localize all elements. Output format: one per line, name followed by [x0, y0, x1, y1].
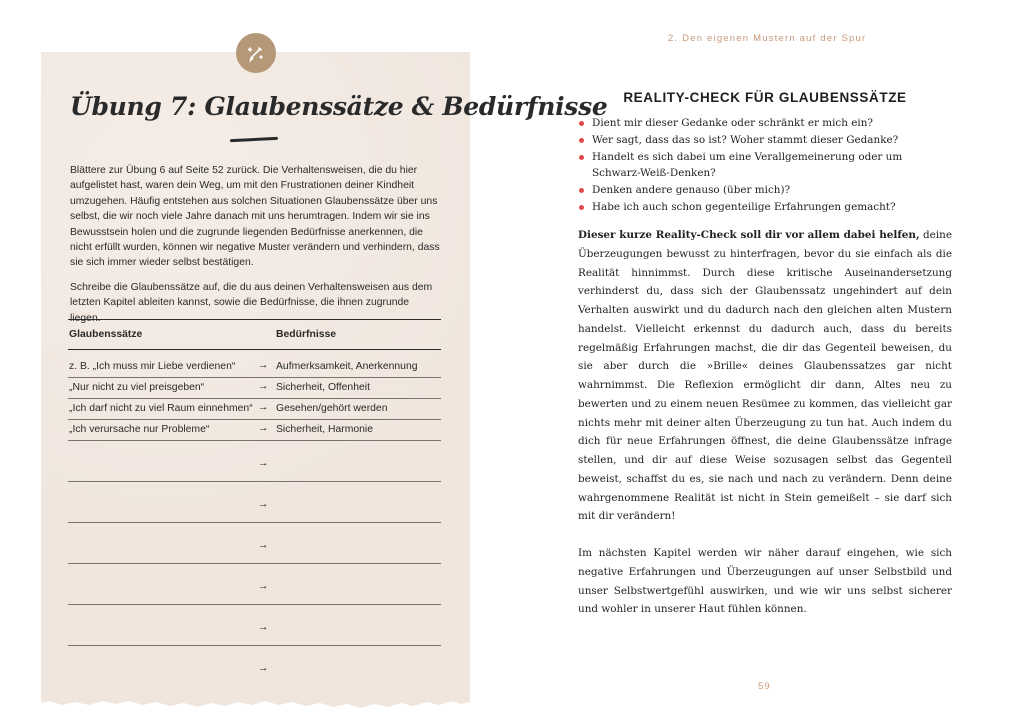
arrow-icon: →	[258, 423, 269, 434]
body-text	[578, 226, 952, 637]
intro-paragraph: Schreibe die Glaubenssätze auf, die du aus deinen Verhaltensweisen aus dem letzten Kapitel ableiten kannst, sowie die Bedürfnisse, die ihnen zugrunde liegen.	[70, 281, 433, 324]
exercise-intro	[70, 163, 442, 335]
list-item: Denken andere genauso (über mich)?	[578, 182, 952, 199]
arrow-icon: →	[258, 360, 269, 371]
arrow-icon: →	[258, 458, 269, 469]
belief-cell: „Ich verursache nur Probleme“	[69, 424, 210, 435]
belief-cell: „Nur nicht zu viel preisgeben“	[69, 382, 205, 393]
arrow-icon: →	[258, 499, 269, 510]
table-row-empty[interactable]	[68, 482, 441, 523]
reality-check-list	[578, 115, 952, 216]
table-row	[68, 357, 441, 378]
need-cell: Gesehen/gehört werden	[276, 403, 388, 414]
intro-paragraph: Blättere zur Übung 6 auf Seite 52 zurück. Die Verhaltensweisen, die du hier aufgelistet hast, waren dein Weg, um mit den Frustrationen deiner Kindheit umzugehen. Häufig entstehen aus solchen Situationen Glaubenssätze über uns selbst, die wir noch viele Jahre danach mit uns herumtragen. Indem wir sie ins Bewusstsein holen und die zugrunde liegenden Bedürfnisse anerkennen, die nicht erfüllt wurden, können wir negative Muster verändern und verhindern, dass sie sich immer wieder selbst bestätigen.	[70, 165, 440, 269]
arrow-icon: →	[258, 381, 269, 392]
belief-cell: „Ich darf nicht zu viel Raum einnehmen“	[69, 403, 253, 414]
section-title: REALITY-CHECK FÜR GLAUBENSSÄTZE	[623, 90, 907, 105]
exercise-title: Übung 7: Glaubenssätze & Bedürfnisse	[70, 92, 608, 121]
pencil-sparkle-icon	[236, 33, 276, 73]
arrow-icon: →	[258, 540, 269, 551]
table-row-empty[interactable]	[68, 564, 441, 605]
table-row-empty[interactable]	[68, 646, 441, 686]
table-row-empty[interactable]	[68, 441, 441, 482]
list-item: Habe ich auch schon gegenteilige Erfahrungen gemacht?	[578, 199, 952, 216]
list-item: Dient mir dieser Gedanke oder schränkt er mich ein?	[578, 115, 952, 132]
paragraph: Im nächsten Kapitel werden wir näher darauf eingehen, wie sich negative Erfahrungen und Überzeugungen auf unser Selbstbild und unser Selbstwertgefühl auswirken, und wie wir uns selbst sicherer und wohler in unserer Haut fühlen können.	[578, 547, 952, 616]
need-cell: Sicherheit, Offenheit	[276, 382, 370, 393]
arrow-icon: →	[258, 663, 269, 674]
belief-cell: z. B. „Ich muss mir Liebe verdienen“	[69, 361, 236, 372]
page-number: 59	[758, 681, 771, 692]
need-cell: Aufmerksamkeit, Anerkennung	[276, 361, 418, 372]
header-beliefs: Glaubenssätze	[69, 329, 143, 340]
table-row	[68, 420, 441, 441]
list-item: Wer sagt, dass das so ist? Woher stammt dieser Gedanke?	[578, 132, 952, 149]
torn-paper-edge	[41, 690, 470, 712]
arrow-icon: →	[258, 622, 269, 633]
paragraph-lead: Dieser kurze Reality-Check soll dir vor allem dabei helfen,	[578, 229, 920, 241]
need-cell: Sicherheit, Harmonie	[276, 424, 374, 435]
paragraph	[578, 226, 952, 526]
arrow-icon: →	[258, 402, 269, 413]
table-row	[68, 378, 441, 399]
list-item: Handelt es sich dabei um eine Verallgemeinerung oder um Schwarz-Weiß-Denken?	[578, 149, 952, 183]
arrow-icon: →	[258, 581, 269, 592]
table-row	[68, 399, 441, 420]
paragraph-rest: deine Überzeugungen bewusst zu hinterfragen, bevor du sie einfach als die Realität hinnimmst. Durch diese kritische Auseinandersetzung verhinderst du, dass sich der Glaubenssatz ungehindert auf dein Verhalten auswirkt und du dadurch nach den gleichen alten Mustern handelst. Vielleicht erkennst du dadurch auch, dass du bereits regelmäßig Erfahrungen machst, die dir das Gegenteil beweisen, du sie aber durch die »Brille« deines Glaubenssatzes gar nicht wahrnimmst. Die Reflexion ermöglicht dir dann, Altes neu zu bewerten und zu einem neuen Resümee zu kommen, das vielleicht gar nichts mehr mit deiner alten Überzeugung zu tun hat. Auch indem du dich für neue Erfahrungen öffnest, die deine Glaubenssätze infrage stellen, und dir auf diese Weise sozusagen selbst das Gegenteil beweist, schaffst du es, sie nach und nach zu verändern. Denn deine wahrgenommene Realität ist nicht in Stein gemeißelt – sie darf sich mit dir verändern!	[578, 229, 952, 523]
table-header-row	[68, 319, 441, 350]
running-head: 2. Den eigenen Mustern auf der Spur	[668, 33, 867, 44]
table-row-empty[interactable]	[68, 523, 441, 564]
table-row-empty[interactable]	[68, 605, 441, 646]
header-needs: Bedürfnisse	[276, 329, 337, 340]
beliefs-table	[68, 319, 441, 686]
